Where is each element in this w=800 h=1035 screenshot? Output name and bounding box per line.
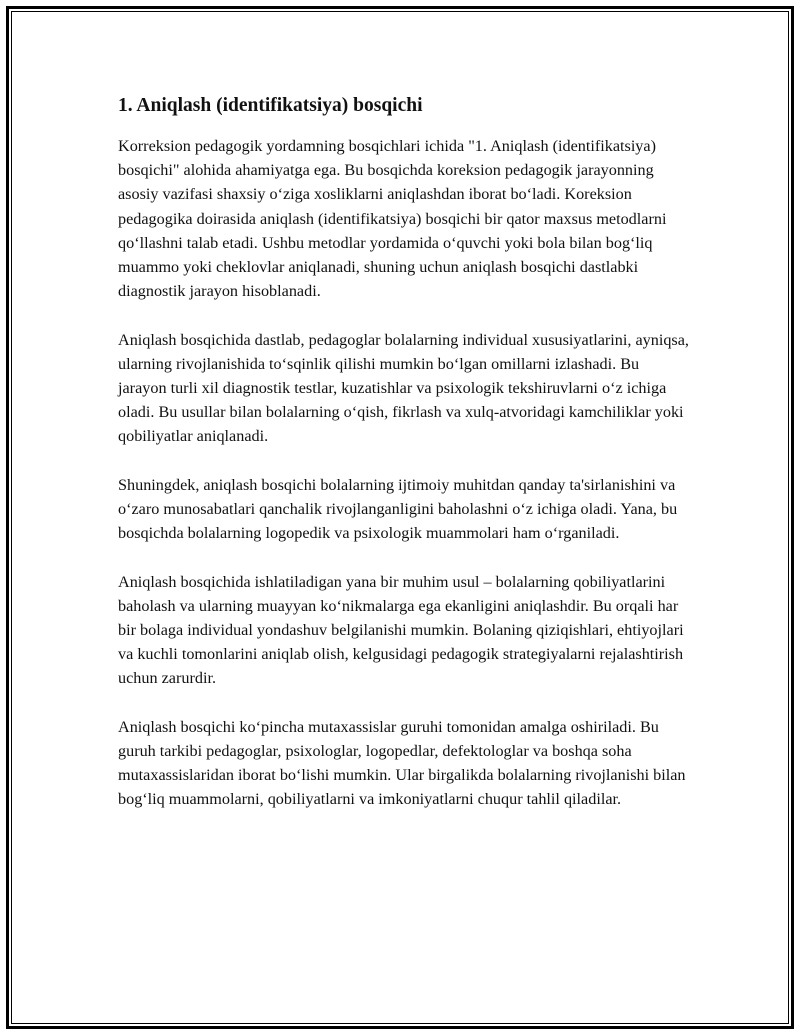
document-body <box>118 92 690 836</box>
paragraph-4: Aniqlash bosqichida ishlatiladigan yana bir muhim usul – bolalarning qobiliyatlarini baholash va ularning muayyan ko‘nikmalarga ega ekanligini aniqlashdir. Bu orqali har bir bolaga individual yondashuv belgilanishi mumkin. Bolaning qiziqishlari, ehtiyojlari va kuchli tomonlarini aniqlab olish, kelgusidagi pedagogik strategiyalarni rejalashtirish uchun zarurdir. <box>118 572 684 688</box>
paragraph-2: Aniqlash bosqichida dastlab, pedagoglar bolalarning individual xususiyatlarini, ayniqsa, ularning rivojlanishida to‘sqinlik qilishi mumkin bo‘lgan omillarni izlashadi. Bu jarayon turli xil diagnostik testlar, kuzatishlar va psixologik tekshiruvlarni o‘z ichiga oladi. Bu usullar bilan bolalarning o‘qish, fikrlash va xulq-atvoridagi kamchiliklar yoki qobiliyatlar aniqlanadi. <box>118 330 689 446</box>
paragraph-1: Korreksion pedagogik yordamning bosqichlari ichida "1. Aniqlash (identifikatsiya) bosqichi" alohida ahamiyatga ega. Bu bosqichda koreksion pedagogik jarayonning asosiy vazifasi shaxsiy o‘ziga xosliklarni aniqlashdan iborat bo‘ladi. Koreksion pedagogika doirasida aniqlash (identifikatsiya) bosqichi bir qator maxsus metodlarni qo‘llashni talab etadi. Ushbu metodlar yordamida o‘quvchi yoki bola bilan bog‘liq muammo yoki cheklovlar aniqlanadi, shuning uchun aniqlash bosqichi dastlabki diagnostik jarayon hisoblanadi. <box>118 137 667 301</box>
section-title: 1. Aniqlash (identifikatsiya) bosqichi <box>118 95 423 116</box>
paragraph-5: Aniqlash bosqichi ko‘pincha mutaxassislar guruhi tomonidan amalga oshiriladi. Bu guruh tarkibi pedagoglar, psixologlar, logopedlar, defektologlar va boshqa soha mutaxassislaridan iborat bo‘lishi mumkin. Ular birgalikda bolalarning rivojlanishi bilan bog‘liq muammolarni, qobiliyatlarni va imkoniyatlarni chuqur tahlil qiladilar. <box>118 717 686 809</box>
paragraph-3: Shuningdek, aniqlash bosqichi bolalarning ijtimoiy muhitdan qanday ta'sirlanishini va o‘zaro munosabatlari qanchalik rivojlanganligini baholashni o‘z ichiga oladi. Yana, bu bosqichda bolalarning logopedik va psixologik muammolari ham o‘rganiladi. <box>118 475 678 543</box>
